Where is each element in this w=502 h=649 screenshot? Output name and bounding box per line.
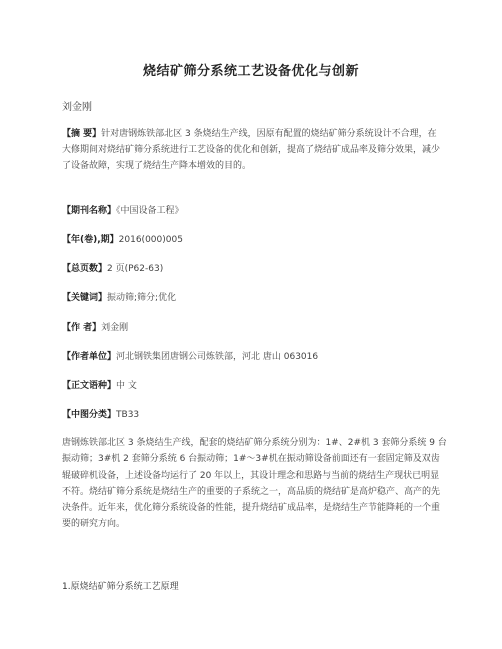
field-affiliation xyxy=(62,349,442,365)
field-value: TB33 xyxy=(116,410,140,420)
field-value: 《中国设备工程》 xyxy=(116,206,184,216)
field-label: 【关键词】 xyxy=(62,293,108,303)
author-name: 刘金刚 xyxy=(62,102,92,113)
abstract-label: 【摘 要】 xyxy=(62,129,102,139)
field-label: 【年(卷),期】 xyxy=(62,235,119,245)
field-page-count xyxy=(62,261,442,277)
body-paragraph: 唐钢炼铁部北区 3 条烧结生产线，配套的烧结矿筛分系统分别为：1#、2#机 3 套筛分系统 9 台振动筛；3#机 2 套筛分系统 6 台振动筛；1#～3#机在振动筛设备前面还有一套固定筛及双齿辊破碎机设备，上述设备均运行了 20 年以上，其设计理念和思路与当前的烧结生产现状已明显不符。烧结矿筛分系统是烧结生产的重要的子系统之一，高品质的烧结矿是高炉稳产、高产的先决条件。近年来，优化筛分系统设备的性能，提升烧结矿成品率，是烧结生产节能降耗的一个重要的研究方向。 xyxy=(62,438,447,530)
field-value: 刘金刚 xyxy=(101,323,129,333)
field-label: 【中图分类】 xyxy=(62,410,117,420)
field-year-volume xyxy=(62,232,442,248)
field-language xyxy=(62,378,442,394)
section-heading: 1.原烧结矿筛分系统工艺原理 xyxy=(62,582,179,592)
field-value: 中 文 xyxy=(116,381,137,391)
field-label: 【作者单位】 xyxy=(62,352,117,362)
field-value: 2 页(P62-63) xyxy=(107,264,164,274)
field-label: 【总页数】 xyxy=(62,264,108,274)
field-keywords xyxy=(62,290,442,306)
field-label: 【期刊名称】 xyxy=(62,206,117,216)
field-classification xyxy=(62,407,442,423)
abstract xyxy=(62,126,442,174)
field-label: 【作 者】 xyxy=(62,323,102,333)
field-value: 河北钢铁集团唐钢公司炼铁部，河北 唐山 063016 xyxy=(116,352,319,362)
abstract-text: 针对唐钢炼铁部北区 3 条烧结生产线，因原有配置的烧结矿筛分系统设计不合理，在大修期间对烧结矿筛分系统进行工艺设备的优化和创新，提高了烧结矿成品率及筛分效果，减少了设备故障，实现了烧结生产降本增效的目的。 xyxy=(62,129,441,171)
field-author xyxy=(62,320,442,336)
field-journal xyxy=(62,203,442,219)
field-value: 振动筛;筛分;优化 xyxy=(107,293,177,303)
field-label: 【正文语种】 xyxy=(62,381,117,391)
field-value: 2016(000)005 xyxy=(118,235,183,245)
document-title: 烧结矿筛分系统工艺设备优化与创新 xyxy=(142,64,359,79)
